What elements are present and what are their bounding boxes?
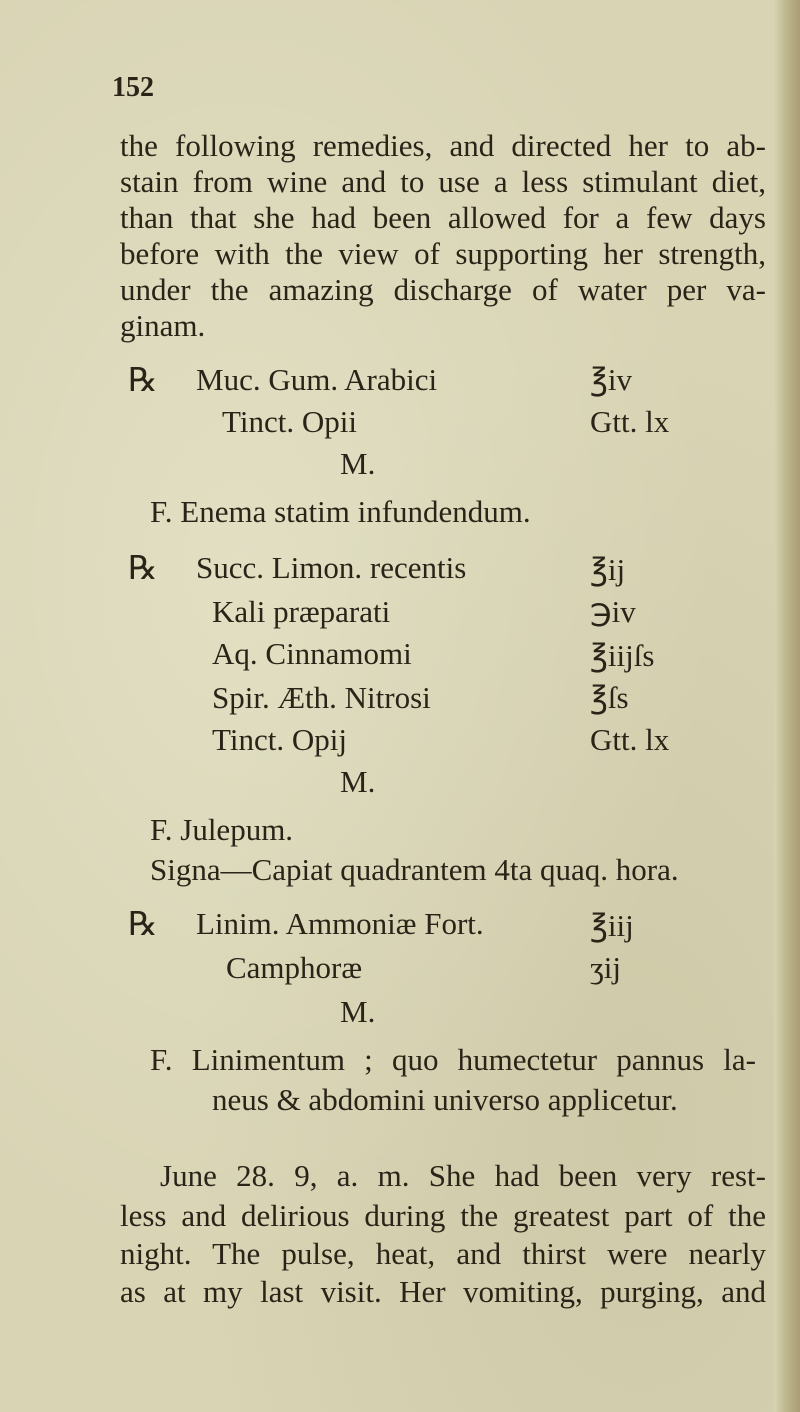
- closing-line-4: as at my last visit. Her vomiting, purging, and: [120, 1274, 766, 1309]
- recipe3-item-2: Camphoræ: [226, 950, 363, 985]
- page-number: 152: [112, 72, 154, 103]
- recipe2-item-3: Aq. Cinnamomi: [212, 636, 412, 671]
- recipe1-dose-2: Gtt. lx: [590, 404, 670, 439]
- intro-line-5: under the amazing discharge of water per va-: [120, 272, 766, 307]
- intro-line-3: than that she had been allowed for a few days: [120, 200, 766, 235]
- recipe2-dose-3: ℥iijſs: [590, 638, 655, 673]
- page-edge-shadow: [774, 0, 800, 1412]
- recipe2-item-1: Succ. Limon. recentis: [196, 550, 467, 585]
- recipe-symbol-2: ℞: [128, 548, 158, 587]
- recipe3-instruction-line-2: neus & abdomini universo applicetur.: [212, 1082, 678, 1117]
- recipe3-mix: M.: [340, 994, 376, 1029]
- closing-line-1: June 28. 9, a. m. She had been very rest-: [160, 1158, 766, 1193]
- intro-line-4: before with the view of supporting her strength,: [120, 236, 766, 271]
- recipe2-dose-4: ℥ſs: [590, 680, 629, 715]
- intro-line-2: stain from wine and to use a less stimulant diet,: [120, 164, 766, 199]
- recipe-symbol-1: ℞: [128, 360, 158, 399]
- recipe1-item-2: Tinct. Opii: [222, 404, 357, 439]
- closing-line-3: night. The pulse, heat, and thirst were nearly: [120, 1236, 766, 1271]
- recipe1-instruction: F. Enema statim infundendum.: [150, 494, 531, 529]
- recipe3-item-1: Linim. Ammoniæ Fort.: [196, 906, 484, 941]
- recipe2-item-4: Spir. Æth. Nitrosi: [212, 680, 431, 715]
- recipe-symbol-3: ℞: [128, 904, 158, 943]
- recipe2-item-5: Tinct. Opij: [212, 722, 347, 757]
- recipe1-mix: M.: [340, 446, 376, 481]
- recipe3-dose-1: ℥iij: [590, 908, 634, 943]
- intro-line-1: the following remedies, and directed her to ab-: [120, 128, 766, 163]
- recipe3-instruction-line-1: F. Linimentum ; quo humectetur pannus la-: [150, 1042, 756, 1077]
- recipe3-dose-2: ʒij: [590, 950, 621, 985]
- recipe2-dose-2: ℈iv: [590, 594, 636, 629]
- recipe2-signa: Signa—Capiat quadrantem 4ta quaq. hora.: [150, 852, 679, 887]
- recipe1-item-1: Muc. Gum. Arabici: [196, 362, 438, 397]
- recipe2-dose-5: Gtt. lx: [590, 722, 670, 757]
- recipe2-instruction: F. Julepum.: [150, 812, 294, 847]
- recipe2-dose-1: ℥ij: [590, 552, 626, 587]
- recipe2-mix: M.: [340, 764, 376, 799]
- recipe2-item-2: Kali præparati: [212, 594, 391, 629]
- closing-line-2: less and delirious during the greatest part of the: [120, 1198, 766, 1233]
- recipe1-dose-1: ℥iv: [590, 362, 633, 397]
- intro-line-6: ginam.: [120, 308, 206, 343]
